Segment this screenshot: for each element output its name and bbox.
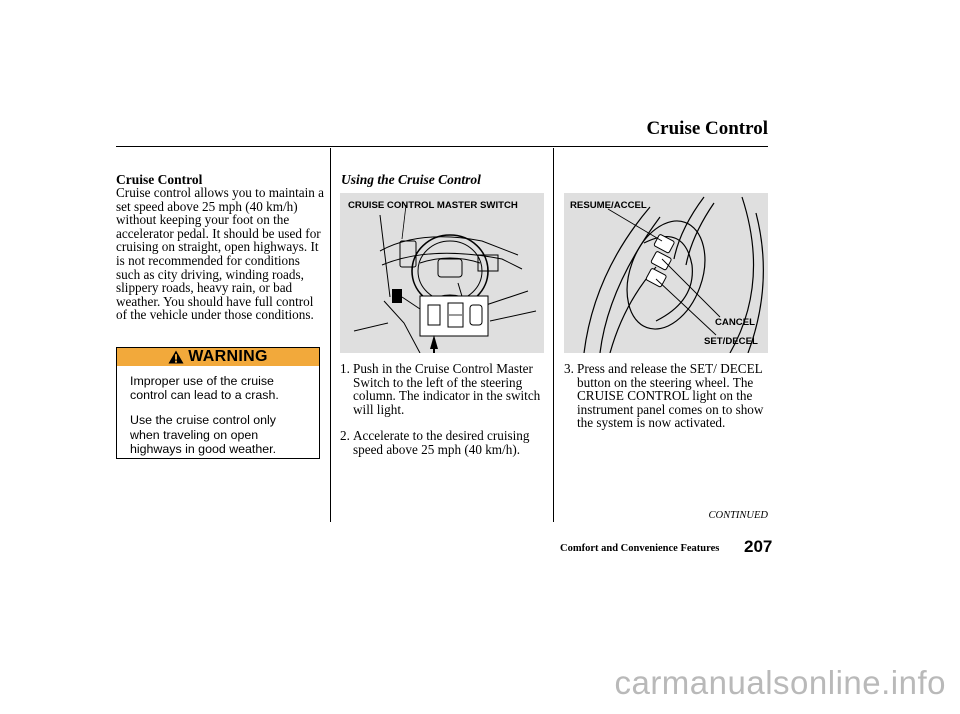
watermark: carmanualsonline.info bbox=[614, 664, 946, 701]
steering-wheel-illustration bbox=[564, 193, 768, 353]
step-number: 3. bbox=[564, 361, 574, 376]
warning-body bbox=[117, 366, 319, 456]
step-text: Press and release the SET/ DECEL button on the steering wheel. The CRUISE CONTROL light on the instrument panel comes on to show the system is now activated. bbox=[577, 361, 764, 431]
step-text: Push in the Cruise Control Master Switch to the left of the steering column. The indicator in the switch will light. bbox=[353, 361, 541, 417]
warning-text: Use the cruise control only when traveling on open highways in good weather. bbox=[130, 413, 277, 456]
step-item bbox=[340, 362, 545, 416]
section-heading: Cruise Control bbox=[116, 172, 203, 187]
figure-label-cancel: CANCEL bbox=[715, 317, 755, 328]
continued-label: CONTINUED bbox=[708, 510, 768, 521]
step-number: 2. bbox=[340, 428, 350, 444]
steering-buttons-figure bbox=[564, 193, 768, 353]
dashboard-illustration bbox=[340, 193, 544, 353]
warning-header bbox=[117, 348, 319, 366]
warning-text: Improper use of the cruise control can lead to a crash. bbox=[130, 374, 279, 403]
title-divider bbox=[116, 146, 768, 147]
warning-box bbox=[116, 347, 320, 459]
warning-triangle-icon bbox=[168, 350, 184, 364]
step-text: Accelerate to the desired cruising speed above 25 mph (40 km/h). bbox=[353, 428, 530, 457]
warning-label: WARNING bbox=[188, 348, 268, 365]
subsection-heading: Using the Cruise Control bbox=[341, 172, 481, 187]
step-item bbox=[340, 429, 545, 456]
steps-list-right bbox=[564, 362, 769, 443]
footer-section-title: Comfort and Convenience Features bbox=[560, 543, 720, 554]
master-switch-figure bbox=[340, 193, 544, 353]
step-item bbox=[564, 362, 769, 430]
column-divider-left bbox=[330, 148, 331, 522]
figure-label-master-switch: CRUISE CONTROL MASTER SWITCH bbox=[348, 200, 518, 211]
steps-list-middle bbox=[340, 362, 545, 470]
page-number: 207 bbox=[744, 537, 773, 556]
figure-label-set: SET/DECEL bbox=[704, 336, 758, 347]
step-number: 1. bbox=[340, 361, 350, 376]
figure-label-resume: RESUME/ACCEL bbox=[570, 200, 647, 211]
intro-paragraph: Cruise control allows you to maintain a set speed above 25 mph (40 km/h) without keeping your foot on the accelerator pedal. It should be used for cruising on straight, open highways. It is not recommended for conditions such as city driving, winding roads, slippery roads, heavy rain, or bad weather. You should have full control of the vehicle under those conditions. bbox=[116, 185, 325, 323]
page-title: Cruise Control bbox=[646, 118, 768, 139]
column-divider-right bbox=[553, 148, 554, 522]
